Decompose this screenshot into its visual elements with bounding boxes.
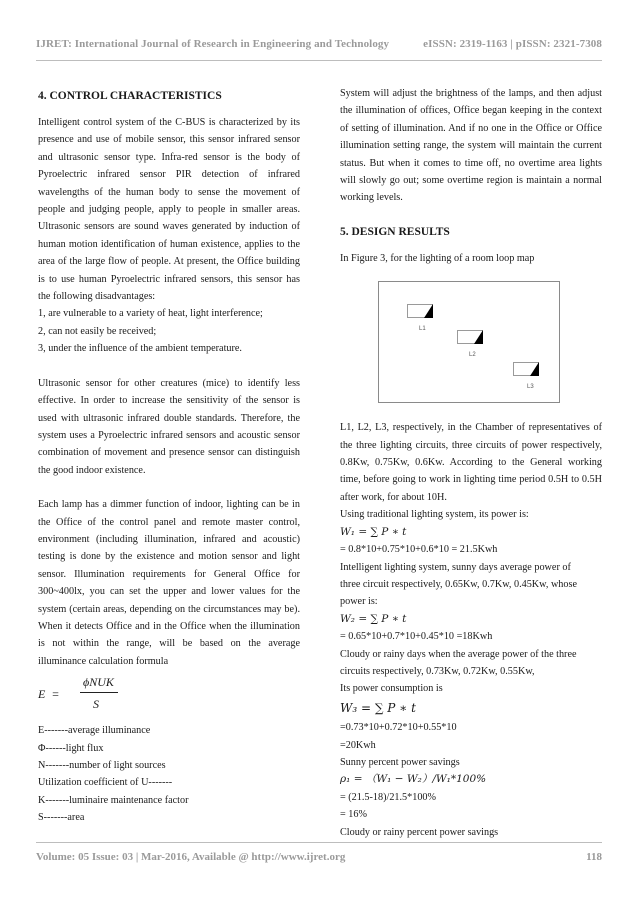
calc-line: = 16% xyxy=(340,809,367,821)
formula-w3: W₃ = ∑ P ∗ t xyxy=(340,700,416,715)
illuminance-formula xyxy=(38,674,300,720)
calc-line: = (21.5-18)/21.5*100% xyxy=(340,791,437,803)
power-calculation-lines xyxy=(340,506,602,841)
formula-fraction-bar xyxy=(80,692,118,693)
lamp-l2-triangle-icon xyxy=(474,330,483,344)
room-loop-map-figure xyxy=(378,281,560,403)
paragraph-ultrasonic: Ultrasonic sensor for other creatures (mice) to identify less effective. In order to increase the sensitivity of the sensor is used with ultrasonic infrared double standards. Therefore, the system uses a Pyroelectric infrared sensors and acoustic sensor combination of movement and presence sensor can distinguish the good indoor existence. xyxy=(38,377,300,476)
calc-line: power is: xyxy=(340,596,378,608)
definition: S-------area xyxy=(38,812,85,824)
definition: Φ------light flux xyxy=(38,742,104,754)
lamp-label-l1: L1 xyxy=(419,326,426,333)
page-header xyxy=(36,38,602,50)
lamp-l1-triangle-icon xyxy=(424,304,433,318)
formula-w1: W₁ = ∑ P ∗ t xyxy=(340,525,407,538)
list-item: 3, under the influence of the ambient temperature. xyxy=(38,343,242,355)
header-rule xyxy=(36,60,602,61)
paragraph-dimmer: Each lamp has a dimmer function of indoor, lighting can be in the Office of the control panel and remote master control, environment (including illumination, infrared and acoustic) testing is done by the existence and motion sensor and light sensor. Illumination requirements for General Office for 300~400lx, you can set the upper and lower values for the system (certain areas, depending on the circumstances may be). When it detects Office and in the Office when the illumination is not within the range, will be based on the average illuminance calculation formula xyxy=(38,499,300,667)
calc-line: =20Kwh xyxy=(340,739,376,751)
lamp-l1 xyxy=(407,304,433,318)
volume-info: Volume: 05 Issue: 03 | Mar-2016, Available @ http://www.ijret.org xyxy=(36,851,346,863)
paragraph-sensors: Intelligent control system of the C-BUS is characterized by its presence and use of mobile sensor, this sensor infrared sensor and ultrasonic sensor type. Infra-red sensor is the body of Pyroelectric infrared sensor PIR detection of infrared wavelengths of the human body to sense the movement of people and judging people, apply to people in smaller areas. Ultrasonic sensors are sound waves generated by induction of human motion identification of human existence, applies to the area of the large flow of people. At present, the Office building is to use human Pyroelectric infrared sensors, this sensor has the following disadvantages: xyxy=(38,117,300,303)
calc-line: =0.73*10+0.72*10+0.55*10 xyxy=(340,722,457,734)
calc-line: Intelligent lighting system, sunny days average power of xyxy=(340,561,571,573)
definition: K-------luminaire maintenance factor xyxy=(38,794,189,806)
section-5-title: 5. DESIGN RESULTS xyxy=(340,225,450,238)
paragraph-circuits: L1, L2, L3, respectively, in the Chamber of representatives of the three lighting circuits, three circuits of power respectively, 0.8Kw, 0.75Kw, 0.6Kw. According to the General working time, before going to work in lighting time period 0.5H to 0.5H after work, for about 10H. xyxy=(340,422,602,503)
calc-line: Cloudy or rainy percent power savings xyxy=(340,826,499,838)
figure-intro: In Figure 3, for the lighting of a room loop map xyxy=(340,252,535,264)
issn: eISSN: 2319-1163 | pISSN: 2321-7308 xyxy=(423,38,602,50)
disadvantages-list xyxy=(38,305,300,357)
journal-name: IJRET: International Journal of Research in Engineering and Technology xyxy=(36,38,390,50)
calc-line: = 0.8*10+0.75*10+0.6*10 = 21.5Kwh xyxy=(340,544,498,556)
lamp-l3-triangle-icon xyxy=(530,362,539,376)
definition: N-------number of light sources xyxy=(38,760,166,771)
paragraph-adjust: System will adjust the brightness of the lamps, and then adjust the illumination of offices, Office began keeping in the context of setting of illumination. And if no one in the Office or Office illumination setting range, the system will maintain the current status. But when it comes to time off, no overtime area lights will slowly go out; some overtime region is maintain a normal working levels. xyxy=(340,88,602,204)
calc-line: Sunny percent power savings xyxy=(340,756,460,768)
formula-denominator: S xyxy=(93,697,99,712)
calc-line: = 0.65*10+0.7*10+0.45*10 =18Kwh xyxy=(340,631,493,643)
list-item: 2, can not easily be received; xyxy=(38,325,157,337)
footer-rule xyxy=(36,842,602,843)
section-4-title: 4. CONTROL CHARACTERISTICS xyxy=(38,90,222,102)
list-item: 1, are vulnerable to a variety of heat, light interference; xyxy=(38,308,263,320)
formula-w2: W₂ = ∑ P ∗ t xyxy=(340,612,407,625)
calc-line: three circuit respectively, 0.65Kw, 0.7Kw, 0.45Kw, whose xyxy=(340,578,577,590)
lamp-l3 xyxy=(513,362,539,376)
calc-line: Its power consumption is xyxy=(340,683,443,695)
left-column xyxy=(38,88,300,827)
definition: E-------average illuminance xyxy=(38,725,151,737)
calc-line: Using traditional lighting system, its power is: xyxy=(340,509,529,521)
calc-line: Cloudy or rainy days when the average power of the three xyxy=(340,648,577,660)
page-footer xyxy=(36,851,602,863)
definitions-list xyxy=(38,722,300,826)
page-number: 118 xyxy=(586,851,602,863)
lamp-label-l2: L2 xyxy=(469,352,476,359)
lamp-l2 xyxy=(457,330,483,344)
definition: Utilization coefficient of U------- xyxy=(38,777,173,789)
formula-rho1: ρ₁ = （W₁ − W₂）/W₁*100% xyxy=(340,773,487,786)
calc-line: circuits respectively, 0.73Kw, 0.72Kw, 0.55Kw, xyxy=(340,665,535,677)
lamp-label-l3: L3 xyxy=(527,384,534,391)
formula-lhs: E = xyxy=(38,687,60,702)
right-column xyxy=(340,85,602,841)
formula-numerator: ϕNUK xyxy=(83,675,114,690)
